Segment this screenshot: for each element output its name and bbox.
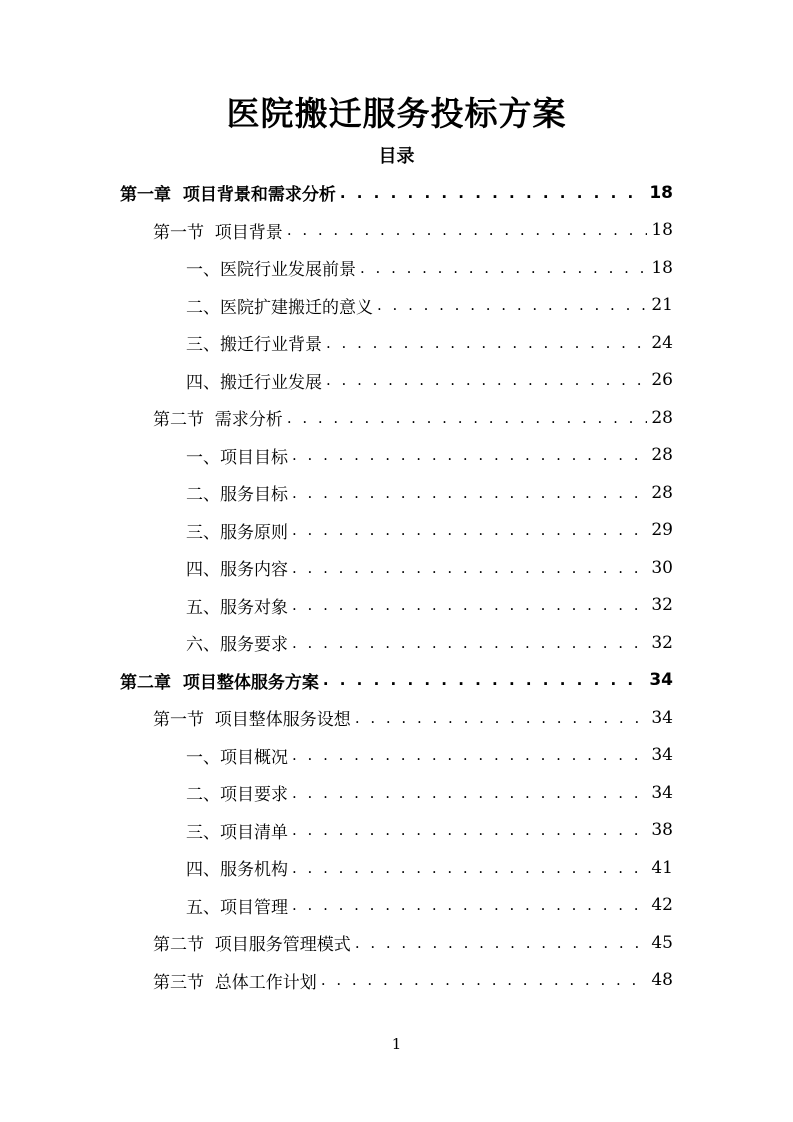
toc-entry-item[interactable] [0, 249, 673, 287]
toc-entry-item[interactable] [0, 887, 673, 925]
toc-entry-text: 第一节 项目整体服务设想 [153, 710, 351, 731]
dot-leader [340, 184, 645, 202]
dot-leader [360, 259, 647, 277]
toc-entry-text: 二、项目要求 [186, 785, 288, 806]
toc-entry-item[interactable] [0, 474, 673, 512]
dot-leader [355, 709, 647, 727]
table-of-contents [0, 174, 793, 999]
document-title: 医院搬迁服务投标方案 [226, 94, 567, 133]
dot-leader [377, 296, 647, 314]
dot-leader [292, 821, 647, 839]
toc-entry-item[interactable] [0, 624, 673, 662]
toc-entry-page: 21 [651, 295, 673, 316]
toc-entry-text: 四、服务机构 [186, 860, 288, 881]
toc-heading: 目录 [378, 146, 415, 167]
toc-entry-text: 第二章 项目整体服务方案 [120, 672, 319, 693]
toc-entry-page: 42 [651, 895, 673, 916]
dot-leader [287, 409, 647, 427]
dot-leader [292, 896, 647, 914]
toc-entry-text: 一、医院行业发展前景 [186, 260, 356, 281]
toc-entry-text: 第二节 需求分析 [153, 410, 283, 431]
toc-entry-chapter[interactable] [0, 174, 673, 212]
toc-entry-text: 第三节 总体工作计划 [153, 972, 317, 993]
toc-entry-page: 29 [651, 520, 673, 541]
toc-entry-page: 26 [651, 370, 673, 391]
page-number: 1 [391, 1035, 402, 1053]
toc-entry-item[interactable] [0, 849, 673, 887]
toc-entry-section[interactable] [0, 399, 673, 437]
dot-leader [321, 971, 647, 989]
toc-entry-page: 45 [651, 932, 673, 953]
toc-entry-page: 24 [651, 332, 673, 353]
toc-entry-text: 第二节 项目服务管理模式 [153, 935, 351, 956]
toc-entry-text: 四、搬迁行业发展 [186, 372, 322, 393]
dot-leader [292, 521, 647, 539]
toc-entry-item[interactable] [0, 362, 673, 400]
toc-entry-section[interactable] [0, 924, 673, 962]
toc-entry-text: 四、服务内容 [186, 560, 288, 581]
toc-entry-item[interactable] [0, 549, 673, 587]
toc-entry-page: 34 [649, 670, 673, 691]
dot-leader [292, 446, 647, 464]
toc-entry-page: 34 [651, 745, 673, 766]
dot-leader [292, 746, 647, 764]
toc-entry-page: 34 [651, 782, 673, 803]
toc-entry-page: 28 [651, 407, 673, 428]
toc-entry-text: 一、项目概况 [186, 747, 288, 768]
dot-leader [292, 634, 647, 652]
toc-entry-text: 二、医院扩建搬迁的意义 [186, 297, 373, 318]
toc-entry-item[interactable] [0, 512, 673, 550]
toc-entry-page: 30 [651, 557, 673, 578]
dot-leader [292, 484, 647, 502]
toc-entry-text: 三、搬迁行业背景 [186, 335, 322, 356]
toc-entry-page: 18 [649, 182, 673, 203]
toc-entry-text: 第一章 项目背景和需求分析 [120, 185, 336, 206]
toc-entry-page: 48 [651, 970, 673, 991]
toc-entry-text: 三、服务原则 [186, 522, 288, 543]
dot-leader [287, 221, 647, 239]
dot-leader [326, 334, 647, 352]
toc-entry-page: 18 [651, 257, 673, 278]
dot-leader [292, 784, 647, 802]
toc-entry-page: 34 [651, 707, 673, 728]
dot-leader [323, 671, 645, 689]
toc-entry-page: 41 [651, 857, 673, 878]
toc-entry-page: 32 [651, 595, 673, 616]
toc-entry-text: 二、服务目标 [186, 485, 288, 506]
toc-entry-text: 一、项目目标 [186, 447, 288, 468]
toc-entry-item[interactable] [0, 737, 673, 775]
toc-entry-text: 六、服务要求 [186, 635, 288, 656]
toc-entry-text: 五、服务对象 [186, 597, 288, 618]
toc-entry-item[interactable] [0, 437, 673, 475]
toc-entry-page: 38 [651, 820, 673, 841]
dot-leader [292, 596, 647, 614]
toc-entry-item[interactable] [0, 287, 673, 325]
toc-entry-section[interactable] [0, 699, 673, 737]
toc-entry-chapter[interactable] [0, 662, 673, 700]
dot-leader [292, 559, 647, 577]
toc-entry-text: 五、项目管理 [186, 897, 288, 918]
toc-entry-text: 三、项目清单 [186, 822, 288, 843]
toc-entry-section[interactable] [0, 962, 673, 1000]
toc-entry-page: 18 [651, 220, 673, 241]
toc-entry-section[interactable] [0, 212, 673, 250]
toc-entry-page: 28 [651, 445, 673, 466]
toc-entry-item[interactable] [0, 812, 673, 850]
dot-leader [355, 934, 647, 952]
dot-leader [292, 859, 647, 877]
toc-entry-item[interactable] [0, 587, 673, 625]
dot-leader [326, 371, 647, 389]
toc-entry-item[interactable] [0, 324, 673, 362]
toc-entry-item[interactable] [0, 774, 673, 812]
toc-entry-page: 28 [651, 482, 673, 503]
toc-entry-text: 第一节 项目背景 [153, 222, 283, 243]
toc-entry-page: 32 [651, 632, 673, 653]
